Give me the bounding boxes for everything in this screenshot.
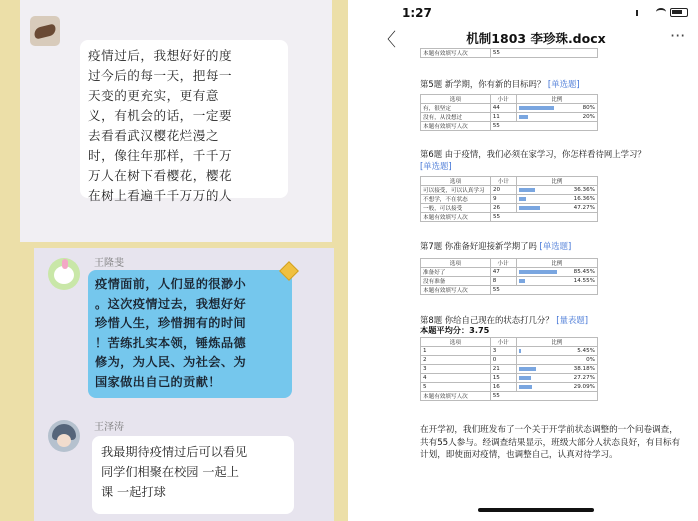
message-line: 过今后的每一天，把每一	[88, 68, 233, 83]
option-label: 2	[421, 356, 491, 365]
question-type-tag: [单选题]	[539, 241, 572, 251]
option-label: 准备好了	[421, 268, 491, 277]
ratio-bar	[519, 385, 532, 389]
column-header: 小计	[490, 259, 516, 268]
signal-icon	[636, 10, 650, 16]
valid-label: 本题有效填写人次	[421, 122, 491, 131]
chat-message-3	[92, 436, 294, 514]
message-line: 时，像往年那样，千千万	[88, 148, 233, 163]
average-label: 本题平均分：	[420, 325, 470, 335]
table-row	[421, 104, 598, 113]
valid-row	[421, 392, 598, 401]
valid-label: 本题有效填写人次	[421, 286, 491, 295]
option-label: 5	[421, 383, 491, 392]
status-bar	[374, 0, 698, 24]
question-text: 第8题 你给自己现在的状态打几分？	[420, 315, 554, 325]
result-table-q7	[420, 258, 598, 295]
result-table-q6	[420, 176, 598, 222]
message-line: ！苦练扎实本领，锤炼品德	[95, 335, 247, 350]
ratio-percent: 80%	[582, 105, 595, 111]
question-7	[420, 240, 571, 252]
column-header: 小计	[490, 95, 516, 104]
option-label: 可以接受，可以认真学习	[421, 186, 491, 195]
sender-name: 王隆斐	[94, 258, 124, 269]
avatar[interactable]	[48, 420, 80, 452]
column-header: 比例	[516, 259, 597, 268]
valid-count: 55	[490, 286, 597, 295]
ratio-bar	[519, 188, 535, 192]
option-count: 16	[490, 383, 516, 392]
average-score	[420, 325, 489, 336]
ratio-percent: 36.36%	[573, 187, 595, 193]
option-count: 20	[490, 186, 516, 195]
ratio-percent: 20%	[582, 114, 595, 120]
table-row	[421, 113, 598, 122]
ratio-percent: 85.45%	[573, 269, 595, 275]
question-type-tag: [单选题]	[420, 161, 452, 171]
ratio-bar	[519, 367, 536, 371]
column-header: 选项	[421, 95, 491, 104]
home-indicator[interactable]	[478, 508, 594, 512]
option-ratio	[516, 374, 597, 383]
option-ratio	[516, 195, 597, 204]
top-valid-row	[420, 48, 598, 58]
average-value: 3.75	[469, 325, 490, 335]
question-type-tag: [单选题]	[547, 79, 580, 89]
column-header: 选项	[421, 259, 491, 268]
column-header: 小计	[490, 177, 516, 186]
ratio-percent: 5.45%	[577, 348, 595, 354]
message-line: 修为，为人民、为社会、为	[95, 355, 247, 369]
option-count: 26	[490, 204, 516, 213]
ratio-bar	[519, 197, 526, 201]
option-count: 3	[490, 347, 516, 356]
option-label: 4	[421, 374, 491, 383]
chat-message-1	[80, 40, 288, 203]
table-row	[421, 347, 598, 356]
option-ratio	[516, 104, 597, 113]
valid-label: 本题有效填写人次	[421, 392, 491, 401]
table-row	[421, 356, 598, 365]
message-line: 疫情面前，人们显的很渺小	[95, 277, 247, 291]
valid-row	[421, 122, 598, 131]
ratio-bar	[519, 349, 521, 353]
ratio-percent: 14.55%	[573, 278, 595, 284]
option-count: 44	[490, 104, 516, 113]
message-line: 。这次疫情过去，我想好好	[95, 296, 247, 311]
valid-count: 55	[490, 392, 597, 401]
sender-name: 王泽涛	[94, 422, 124, 433]
message-line: 义，有机会的话，一定要	[88, 108, 233, 123]
column-header: 比例	[516, 338, 597, 347]
battery-icon	[670, 8, 688, 17]
option-label: 没有，从没想过	[421, 113, 491, 122]
option-count: 15	[490, 374, 516, 383]
question-text: 第7题 你准备好迎接新学期了吗	[420, 241, 537, 251]
summary-paragraph: 在开学初，我们班发布了一个关于开学前状态调整的一个问卷调查，共有55人参与。经调查结果显示，班级大部分人状态良好，有目标有计划，即使面对疫情，也调整自己，认真对待学习。	[420, 425, 681, 460]
clock: 1:27	[402, 6, 432, 20]
option-label: 有，很坚定	[421, 104, 491, 113]
option-ratio	[516, 356, 597, 365]
message-line: 天变的更充实，更有意	[88, 88, 219, 103]
option-ratio	[516, 347, 597, 356]
ratio-percent: 16.36%	[573, 196, 595, 202]
option-label: 3	[421, 365, 491, 374]
result-table-q5	[420, 94, 598, 131]
message-line: 同学们相聚在校园 一起上	[101, 465, 239, 479]
message-line: 万人在树下看樱花，樱花	[88, 168, 233, 183]
valid-count: 55	[490, 49, 597, 58]
message-line: 在树上看遍千千万万的人	[88, 188, 233, 203]
table-header-row	[421, 177, 598, 186]
result-table-q8	[420, 337, 598, 401]
table-header-row	[421, 338, 598, 347]
option-count: 0	[490, 356, 516, 365]
column-header: 比例	[516, 95, 597, 104]
ratio-percent: 47.27%	[573, 205, 595, 211]
table-row	[421, 374, 598, 383]
question-6	[420, 148, 660, 172]
question-text: 第6题 由于疫情，我们必须在家学习，你怎样看待网上学习？	[420, 149, 646, 159]
question-5	[420, 78, 580, 90]
chat-message-2	[88, 270, 292, 398]
valid-count: 55	[490, 122, 597, 131]
nav-bar	[374, 26, 698, 50]
column-header: 选项	[421, 338, 491, 347]
wifi-icon	[656, 8, 666, 16]
ratio-bar	[519, 279, 525, 283]
ratio-percent: 29.09%	[573, 384, 595, 390]
document-title: 机制1803 李珍珠.docx	[466, 31, 606, 46]
option-ratio	[516, 383, 597, 392]
valid-row	[421, 213, 598, 222]
question-text: 第5题 新学期，你有新的目标吗？	[420, 79, 546, 89]
valid-count: 55	[490, 213, 597, 222]
message-line: 疫情过后，我想好好的度	[88, 48, 233, 63]
table-row	[421, 268, 598, 277]
option-ratio	[516, 277, 597, 286]
table-row	[421, 195, 598, 204]
column-header: 小计	[490, 338, 516, 347]
ratio-bar	[519, 115, 528, 119]
column-header: 选项	[421, 177, 491, 186]
table-row	[421, 383, 598, 392]
table-row	[421, 365, 598, 374]
ratio-percent: 0%	[586, 357, 595, 363]
valid-label: 本题有效填写人次	[421, 213, 491, 222]
message-line: 国家做出自己的贡献！	[95, 374, 221, 389]
column-header: 比例	[516, 177, 597, 186]
back-icon[interactable]: 〈	[378, 30, 396, 51]
ratio-bar	[519, 206, 540, 210]
option-count: 11	[490, 113, 516, 122]
option-ratio	[516, 113, 597, 122]
option-count: 8	[490, 277, 516, 286]
table-row	[421, 186, 598, 195]
ratio-bar	[519, 376, 531, 380]
message-line: 课 一起打球	[101, 485, 166, 499]
ratio-bar	[519, 106, 554, 110]
option-label: 1	[421, 347, 491, 356]
option-ratio	[516, 204, 597, 213]
more-icon[interactable]: ···	[670, 26, 686, 45]
table-header-row	[421, 259, 598, 268]
avatar[interactable]	[48, 258, 80, 290]
message-line: 珍惜人生，珍惜拥有的时间	[95, 316, 247, 330]
ratio-percent: 27.27%	[573, 375, 595, 381]
option-label: 没有准备	[421, 277, 491, 286]
question-type-tag: [量表题]	[556, 315, 588, 325]
document-viewer	[374, 0, 698, 521]
message-line: 去看看武汉樱花烂漫之	[88, 128, 219, 143]
option-count: 21	[490, 365, 516, 374]
table-header-row	[421, 95, 598, 104]
option-count: 9	[490, 195, 516, 204]
valid-label: 本题有效填写人次	[421, 49, 491, 58]
option-count: 47	[490, 268, 516, 277]
option-label: 不想学，不在状态	[421, 195, 491, 204]
ratio-bar	[519, 270, 557, 274]
ratio-percent: 38.18%	[573, 366, 595, 372]
chat-collage	[0, 0, 348, 521]
message-line: 我最期待疫情过后可以看见	[101, 445, 248, 459]
table-row	[421, 277, 598, 286]
avatar[interactable]	[30, 16, 60, 46]
table-row	[421, 204, 598, 213]
option-ratio	[516, 268, 597, 277]
option-label: 一般，可以接受	[421, 204, 491, 213]
valid-row	[421, 286, 598, 295]
option-ratio	[516, 186, 597, 195]
option-ratio	[516, 365, 597, 374]
